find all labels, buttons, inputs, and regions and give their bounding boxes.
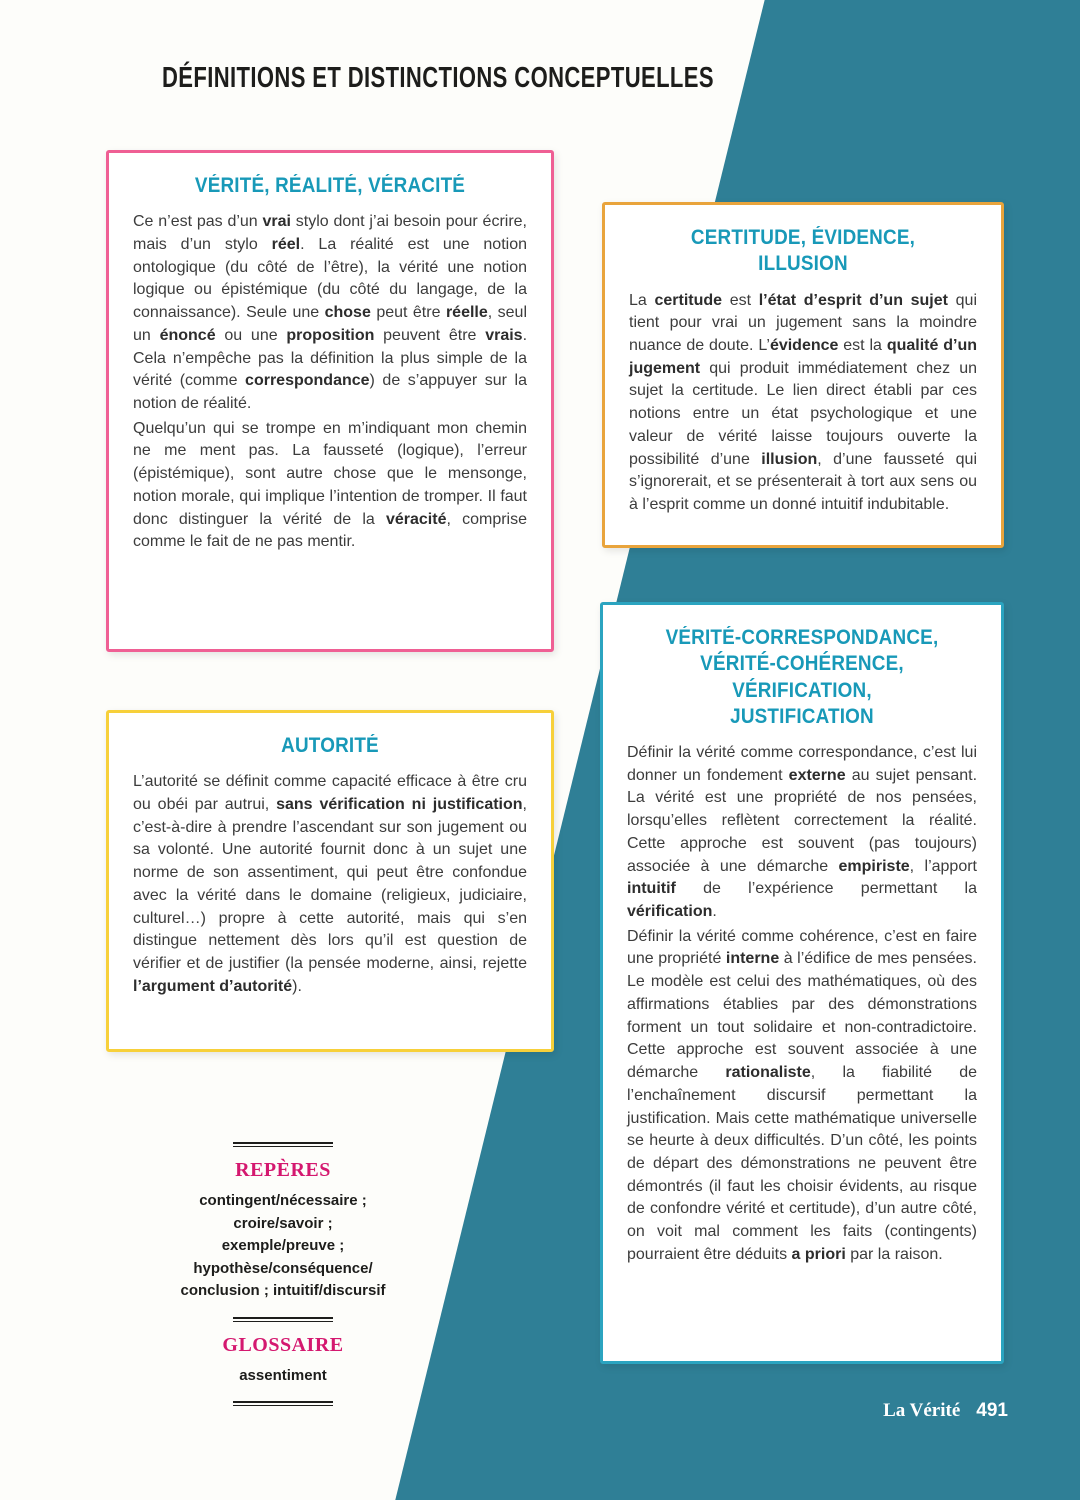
paragraph: Définir la vérité comme cohérence, c’est en faire une propriété interne à l’édifice de mes pensées. Le modèle est celui des mathématiques, où des affirmations établies par des démonstrations forment un tout solidaire et non-contradictoire. Cette approche est souvent associée à une démarche rationaliste, la fiabilité de l’enchaînement discursif permettant la justification. Mais cette mathématique universelle se heurte à deux difficultés. D’un côté, les points de départ des démonstrations ne peuvent être démontrés (il faut les choisir évidents, au risque de confondre vérité et certitude), d’un autre côté, on voit mal comment les faits (contingents) pourraient être déduits a priori par la raison. <box>627 927 978 1263</box>
page-footer <box>883 1400 1008 1422</box>
paragraph: Définir la vérité comme correspondance, c’est lui donner un fondement externe au sujet pensant. La vérité est une propriété de nos pensées, lorsqu’elles reflètent correctement la réalité. Cette approche est souvent (pas toujours) associée à une démarche empiriste, l’apport intuitif de l’expérience permettant la vérification. <box>627 744 978 921</box>
box-heading-line: VÉRITÉ-CORRESPONDANCE, <box>665 626 939 649</box>
reperes-item: contingent/nécessaire ; <box>199 1192 367 1209</box>
paragraph: L’autorité se définit comme capacité efficace à être cru ou obéi par autrui, sans vérification ni justification, c’est-à-dire à prendre l’ascendant sur son jugement ou sa volonté. Une autorité fournit donc à un sujet une norme de son assentiment, qui peut être confondue avec la vérité dans le domaine (religieux, judiciaire, culturel…) propre à cette autorité, mais qui s’en distingue nettement dès lors qu’il est question de vérifier et de justifier (la pensée moderne, ainsi, rejette l’argument d’autorité). <box>133 773 527 995</box>
reperes-item: exemple/preuve ; <box>221 1237 345 1254</box>
box-heading-correspondance <box>645 625 960 730</box>
box-heading-autorite: AUTORITÉ <box>281 734 379 757</box>
divider-rule <box>233 1401 333 1406</box>
box-heading-certitude: CERTITUDE, ÉVIDENCE, ILLUSION <box>690 226 916 276</box>
reperes-item: conclusion ; intuitif/discursif <box>180 1282 386 1299</box>
glossaire-item: assentiment <box>239 1366 327 1384</box>
paragraph: La certitude est l’état d’esprit d’un sujet qui tient pour vrai un jugement sans la moindre nuance de doute. L’évidence est la qualité d’un jugement qui produit immédiatement chez un sujet la certitude. Le lien direct établi par ces notions entre un état psychologique et une valeur de vérité laisse toujours ouverte la possibilité d’une illusion, d’une fausseté qui s’ignorerait, et se présenterait à tort aux sens ou à l’esprit comme un donné intuitif indubitable. <box>629 291 978 513</box>
definition-box-verite-correspondance <box>600 602 1004 1364</box>
box-heading-verite: VÉRITÉ, RÉALITÉ, VÉRACITÉ <box>194 174 466 197</box>
page-number: 491 <box>976 1400 1008 1421</box>
reperes-items <box>166 1190 400 1303</box>
reperes-item: hypothèse/conséquence/ <box>193 1259 373 1277</box>
box-heading-line: JUSTIFICATION <box>730 704 874 728</box>
chapter-title: La Vérité <box>883 1400 961 1421</box>
reperes-title: REPÈRES <box>235 1159 331 1181</box>
reperes-glossaire-block <box>166 1142 400 1406</box>
glossaire-title: GLOSSAIRE <box>222 1333 344 1356</box>
reperes-item: croire/savoir ; <box>233 1214 333 1232</box>
paragraph: Quelqu’un qui se trompe en m’indiquant mon chemin ne me ment pas. La fausseté (logique), l’erreur (épistémique), sont autre chose que le mensonge, notion morale, qui implique l’intention de tromper. Il faut donc distinguer la vérité de la véracité, comprise comme le fait de ne pas mentir. <box>133 419 527 551</box>
definition-box-verite-realite-veracite <box>106 150 554 652</box>
paragraph: Ce n’est pas d’un vrai stylo dont j’ai besoin pour écrire, mais d’un stylo réel. La réalité est une notion ontologique (du côté de l’être), la vérité une notion logique ou épistémique (du côté du langage, de la connaissance). Seule une chose peut être réelle, seul un énoncé ou une proposition peuvent être vrais. Cela n’empêche pas la définition la plus simple de la vérité (comme correspondance) de s’appuyer sur la notion de réalité. <box>133 213 528 412</box>
page-title: DÉFINITIONS ET DISTINCTIONS CONCEPTUELLES <box>162 62 714 94</box>
definition-box-autorite <box>106 710 554 1052</box>
box-heading-line: VÉRITÉ-COHÉRENCE, VÉRIFICATION, <box>700 652 904 702</box>
glossaire-items <box>166 1365 400 1388</box>
divider-rule <box>233 1142 333 1147</box>
definition-box-certitude-evidence-illusion <box>602 202 1004 548</box>
divider-rule <box>233 1317 333 1322</box>
